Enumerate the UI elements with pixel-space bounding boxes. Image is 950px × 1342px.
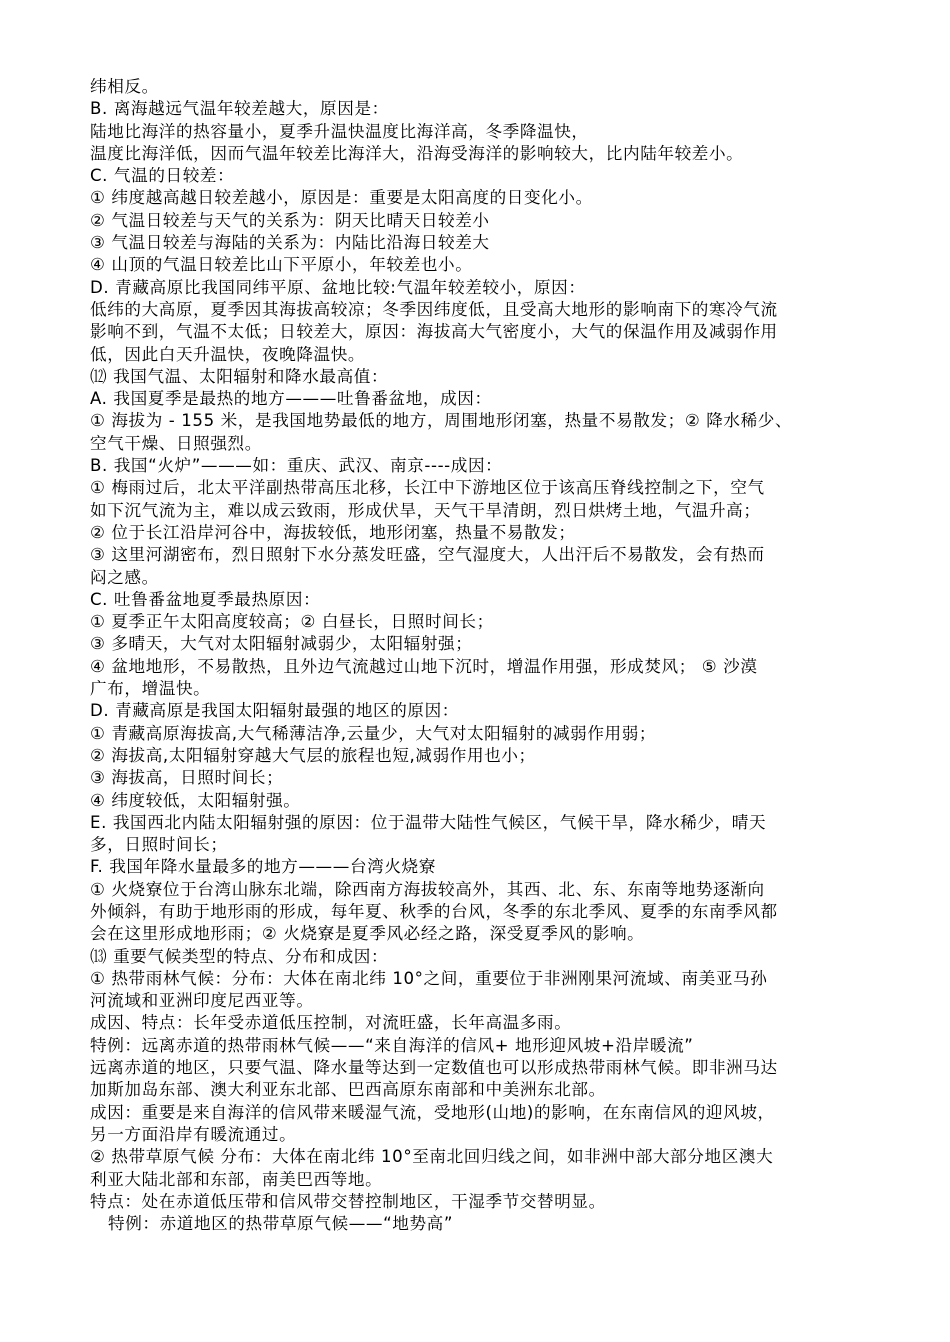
text-line: 成因：重要是来自海洋的信风带来暖湿气流，受地形(山地)的影响，在东南信风的迎风坡，	[90, 1102, 775, 1122]
text-line: F. 我国年降水量最多的地方———台湾火烧寮	[90, 857, 436, 877]
text-line: 利亚大陆北部和东部，南美巴西等地。	[90, 1169, 383, 1189]
text-line: 空气干燥、日照强烈。	[90, 433, 262, 453]
text-line: ① 梅雨过后，北太平洋副热带高压北移，长江中下游地区位于该高压脊线控制之下，空气	[90, 478, 765, 498]
text-line: 外倾斜，有助于地形雨的形成，每年夏、秋季的台风，冬季的东北季风、夏季的东南季风都	[90, 901, 778, 921]
text-line: 河流域和亚洲印度尼西亚等。	[90, 991, 314, 1011]
text-line: ③ 海拔高，日照时间长；	[90, 768, 284, 788]
text-line: D. 青藏高原是我国太阳辐射最强的地区的原因：	[90, 701, 460, 721]
text-line: 低，因此白天升温快，夜晚降温快。	[90, 344, 366, 364]
text-line: 陆地比海洋的热容量小，夏季升温快温度比海洋高，冬季降温快，	[90, 121, 589, 141]
text-line: C. 吐鲁番盆地夏季最热原因：	[90, 589, 321, 609]
text-line: 成因、特点：长年受赤道低压控制，对流旺盛，长年高温多雨。	[90, 1013, 572, 1033]
text-line: 如下沉气流为主，难以成云致雨，形成伏旱，天气干旱清朗，烈日烘烤土地，气温升高；	[90, 500, 761, 520]
text-line: ③ 多晴天，大气对太阳辐射减弱少，太阳辐射强；	[90, 634, 473, 654]
text-line: B. 我国“火炉”———如：重庆、武汉、南京----成因：	[90, 456, 503, 476]
text-line: 特例：赤道地区的热带草原气候——“地势高”	[108, 1214, 454, 1234]
text-line: 特例：远离赤道的热带雨林气候——“来自海洋的信风+ 地形迎风坡+沿岸暖流”	[90, 1035, 694, 1055]
text-line: 会在这里形成地形雨；② 火烧寮是夏季风必经之路，深受夏季风的影响。	[90, 924, 645, 944]
text-line: ③ 气温日较差与海陆的关系为：内陆比沿海日较差大	[90, 233, 490, 253]
text-line: 远离赤道的地区，只要气温、降水量等达到一定数值也可以形成热带雨林气候。即非洲马达	[90, 1058, 778, 1078]
text-line: 多，日照时间长；	[90, 835, 228, 855]
text-line: A. 我国夏季是最热的地方———吐鲁番盆地，成因：	[90, 389, 492, 409]
text-line: ② 海拔高,太阳辐射穿越大气层的旅程也短,减弱作用也小；	[90, 745, 536, 765]
text-line: ② 气温日较差与天气的关系为：阴天比晴天日较差小	[90, 210, 490, 230]
text-line: C. 气温的日较差：	[90, 166, 235, 186]
document-body	[90, 76, 880, 1235]
text-line: ④ 山顶的气温日较差比山下平原小，年较差也小。	[90, 255, 473, 275]
text-line: ① 热带雨林气候：分布：大体在南北纬 10°之间，重要位于非洲刚果河流域、南美亚马孙	[90, 968, 768, 988]
text-line: 另一方面沿岸有暖流通过。	[90, 1124, 297, 1144]
text-line: ④ 纬度较低，太阳辐射强。	[90, 790, 301, 810]
text-line: 闷之感。	[90, 567, 159, 587]
text-line: ① 夏季正午太阳高度较高；② 白昼长，日照时间长；	[90, 612, 494, 632]
text-line: ⒀ 重要气候类型的特点、分布和成因：	[90, 946, 389, 966]
text-line: ① 火烧寮位于台湾山脉东北端，除西南方海拔较高外，其西、北、东、东南等地势逐渐向	[90, 879, 765, 899]
text-line: ④ 盆地地形，不易散热，且外边气流越过山地下沉时，增温作用强，形成焚风； ⑤ 沙漠	[90, 656, 758, 676]
text-line: 特点：处在赤道低压带和信风带交替控制地区，干湿季节交替明显。	[90, 1191, 606, 1211]
text-line: 影响不到，气温不太低；日较差大，原因：海拔高大气密度小，大气的保温作用及减弱作用	[90, 322, 778, 342]
text-line: E. 我国西北内陆太阳辐射强的原因：位于温带大陆性气候区，气候干旱，降水稀少，晴天	[90, 812, 767, 832]
text-line: 加斯加岛东部、澳大利亚东北部、巴西高原东南部和中美洲东北部。	[90, 1080, 606, 1100]
text-line: ② 位于长江沿岸河谷中，海拔较低，地形闭塞，热量不易散发；	[90, 522, 576, 542]
text-line: B. 离海越远气温年较差越大，原因是：	[90, 99, 389, 119]
text-line: ① 海拔为 - 155 米，是我国地势最低的地方，周围地形闭塞，热量不易散发；② 降水稀少、	[90, 411, 793, 431]
text-line: ① 纬度越高越日较差越小，原因是：重要是太阳高度的日变化小。	[90, 188, 593, 208]
text-line: ① 青藏高原海拔高,大气稀薄洁净,云量少，大气对太阳辐射的减弱作用弱；	[90, 723, 657, 743]
text-line: 广布，增温快。	[90, 679, 211, 699]
text-line: 温度比海洋低，因而气温年较差比海洋大，沿海受海洋的影响较大，比内陆年较差小。	[90, 143, 744, 163]
text-line: 低纬的大高原，夏季因其海拔高较凉；冬季因纬度低，且受高大地形的影响南下的寒冷气流	[90, 299, 778, 319]
text-line: 纬相反。	[90, 77, 159, 96]
text-line: D. 青藏高原比我国同纬平原、盆地比较:气温年较差较小，原因：	[90, 277, 586, 297]
text-line: ⑿ 我国气温、太阳辐射和降水最高值：	[90, 366, 389, 386]
text-line: ③ 这里河湖密布，烈日照射下水分蒸发旺盛，空气湿度大，人出汗后不易散发，会有热而	[90, 545, 765, 565]
text-line: ② 热带草原气候 分布：大体在南北纬 10°至南北回归线之间，如非洲中部大部分地区澳大	[90, 1147, 774, 1167]
